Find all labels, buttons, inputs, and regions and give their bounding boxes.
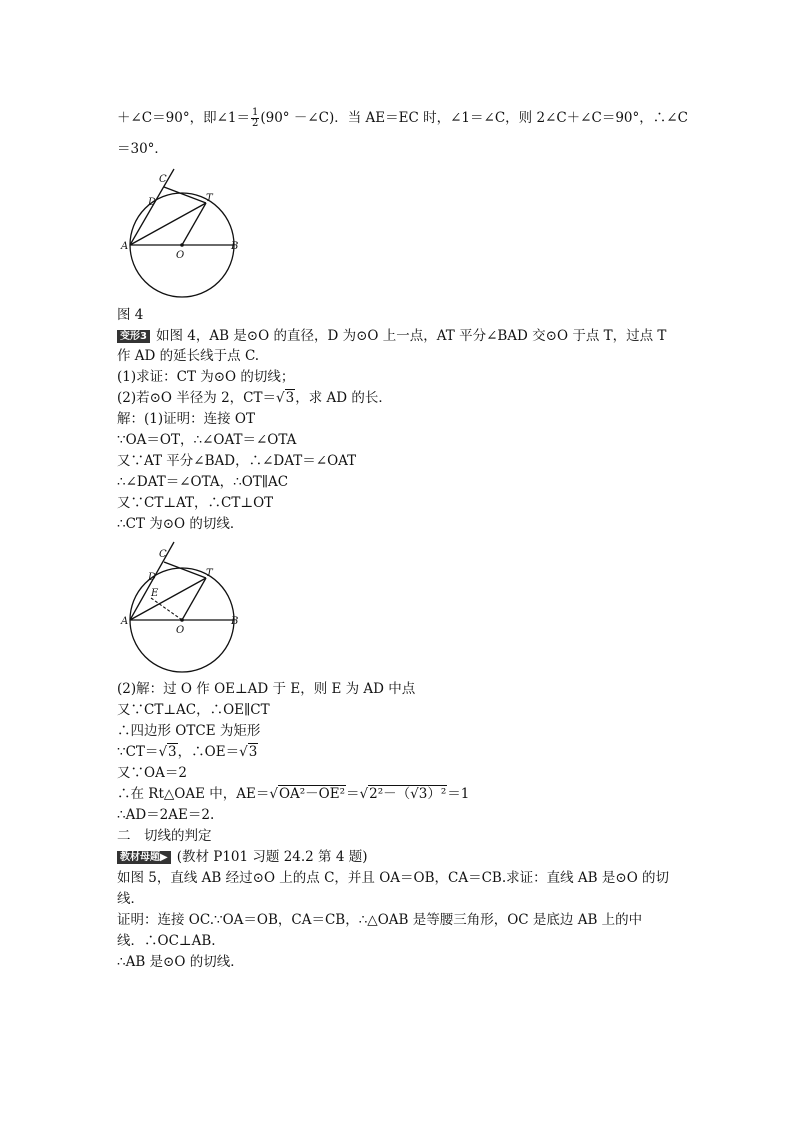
label-e: E [151, 588, 159, 599]
text-line: 又∵CT⊥AT，∴CT⊥OT [117, 495, 274, 511]
label-o: O [176, 625, 185, 636]
text-line: (1)求证：CT 为⊙O 的切线； [117, 369, 295, 385]
text-line: 变形3 如图 4，AB 是⊙O 的直径，D 为⊙O 上一点，AT 平分∠BAD 交⊙O 于点 T，过点 T [117, 327, 666, 345]
text-line: ＝30°． [117, 141, 168, 157]
text-line: ∴AD＝2AE＝2. [117, 807, 215, 823]
text-line: 如图 5，直线 AB 经过⊙O 上的点 C，并且 OA＝OB，CA＝CB.求证：直线 AB 是⊙O 的切 [117, 870, 670, 886]
label-b: B [231, 241, 239, 252]
text-line: ∴∠DAT＝∠OTA，∴OT∥AC [117, 474, 289, 490]
text-line: 线． [117, 891, 144, 907]
text-line: 解：(1)证明：连接 OT [117, 411, 255, 427]
label-t: T [206, 568, 213, 579]
label-d: D [148, 572, 157, 583]
label-b: B [231, 616, 239, 627]
textbook-badge: 教材母题▶ [117, 851, 171, 864]
label-c: C [159, 174, 167, 185]
figure-4 [118, 165, 248, 305]
label-d: D [148, 197, 157, 208]
text-line: ∴CT 为⊙O 的切线． [117, 516, 244, 532]
label-a: A [121, 241, 129, 252]
figure-solution [118, 538, 248, 678]
fraction: $\frac{1}{2}$ [251, 107, 259, 129]
text-line: 证明：连接 OC.∵OA＝OB，CA＝CB，∴△OAB 是等腰三角形，OC 是底边 AB 上的中 [117, 912, 643, 928]
text-line: ∴在 Rt△OAE 中，AE＝√OA²－OE²＝√2²－（√3）²＝1 [117, 786, 470, 802]
text-line: 作 AD 的延长线于点 C. [117, 348, 260, 364]
text-line: 线．∴OC⊥AB. [117, 933, 216, 949]
label-t: T [206, 193, 213, 204]
text-line: ∴AB 是⊙O 的切线． [117, 954, 244, 970]
label-c: C [159, 549, 167, 560]
text-line: 又∵OA＝2 [117, 765, 187, 781]
text-line: ＋∠C＝90°，即∠1＝ $\frac{1}{2}$ (90° －∠C)．当 AE＝EC 时，∠1＝∠C，则 2∠C＋∠C＝90°，∴∠C [117, 107, 688, 129]
text-line: ∴四边形 OTCE 为矩形 [117, 723, 261, 739]
text-line: (2)若⊙O 半径为 2，CT＝√3，求 AD 的长． [117, 390, 392, 406]
text-line: ∵OA＝OT，∴∠OAT＝∠OTA [117, 432, 297, 448]
variant-badge: 变形3 [117, 330, 150, 343]
text-line: 又∵CT⊥AC，∴OE∥CT [117, 702, 270, 718]
label-a: A [121, 616, 129, 627]
text-line: ∵CT＝√3，∴OE＝√3 [117, 744, 258, 760]
text-line: 又∵AT 平分∠BAD，∴∠DAT＝∠OAT [117, 453, 357, 469]
text-line: 教材母题▶ (教材 P101 习题 24.2 第 4 题) [117, 848, 367, 866]
figure-caption: 图 4 [117, 307, 144, 323]
text-line: (2)解：过 O 作 OE⊥AD 于 E，则 E 为 AD 中点 [117, 681, 416, 697]
label-o: O [176, 250, 185, 261]
section-heading: 二 切线的判定 [117, 828, 212, 844]
